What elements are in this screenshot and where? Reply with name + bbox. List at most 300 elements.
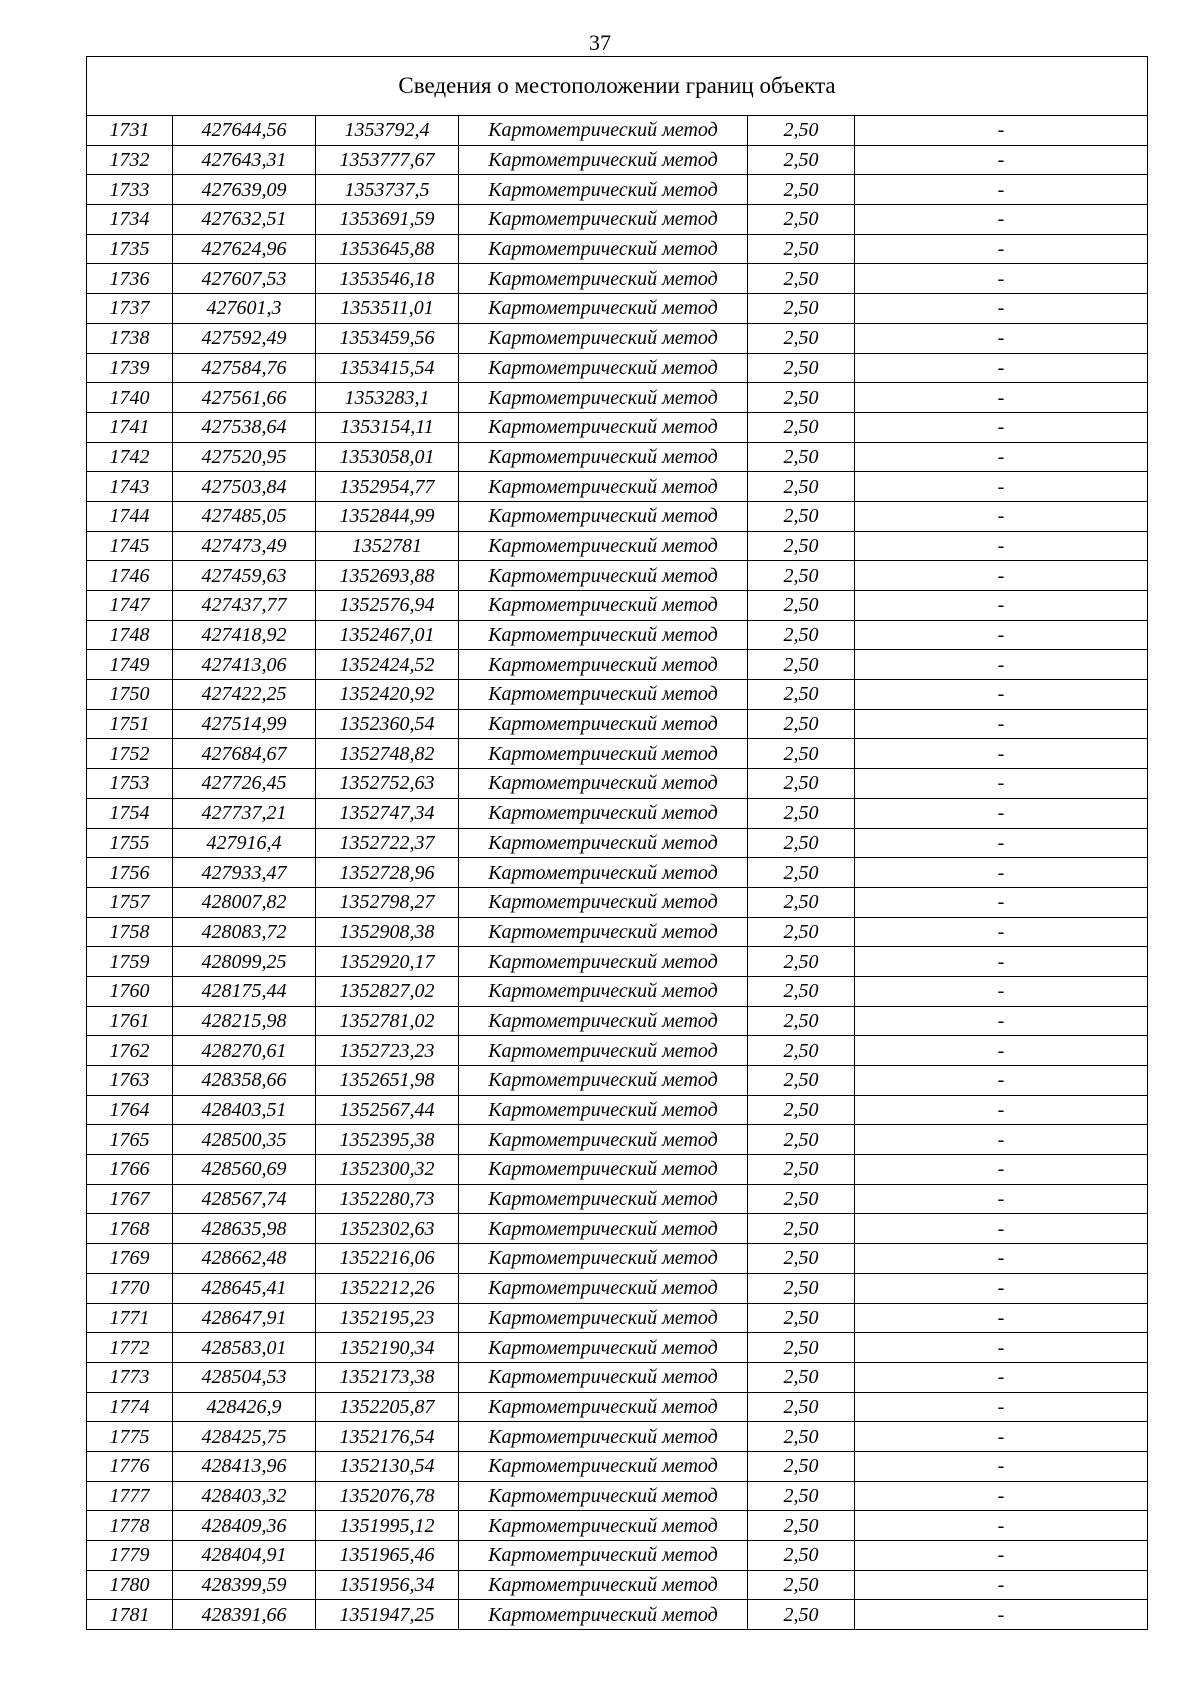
cell-coord-y: 1352920,17 xyxy=(316,947,459,977)
cell-note: - xyxy=(855,798,1148,828)
cell-coord-x: 428083,72 xyxy=(173,917,316,947)
table-row xyxy=(87,650,1148,680)
cell-coord-x: 427413,06 xyxy=(173,650,316,680)
cell-accuracy: 2,50 xyxy=(748,323,855,353)
cell-coord-x: 428403,32 xyxy=(173,1481,316,1511)
table-row xyxy=(87,205,1148,235)
cell-method: Картометрический метод xyxy=(459,145,748,175)
cell-note: - xyxy=(855,1273,1148,1303)
table-row xyxy=(87,323,1148,353)
cell-method: Картометрический метод xyxy=(459,1451,748,1481)
cell-note: - xyxy=(855,947,1148,977)
cell-coord-x: 428391,66 xyxy=(173,1600,316,1630)
table-row xyxy=(87,1066,1148,1096)
cell-point-number: 1735 xyxy=(87,234,173,264)
cell-accuracy: 2,50 xyxy=(748,976,855,1006)
table-title: Сведения о местоположении границ объекта xyxy=(87,57,1148,116)
cell-method: Картометрический метод xyxy=(459,1333,748,1363)
cell-coord-y: 1352420,92 xyxy=(316,680,459,710)
cell-method: Картометрический метод xyxy=(459,501,748,531)
cell-method: Картометрический метод xyxy=(459,591,748,621)
cell-accuracy: 2,50 xyxy=(748,1303,855,1333)
table-row xyxy=(87,1600,1148,1630)
table-row xyxy=(87,1125,1148,1155)
cell-method: Картометрический метод xyxy=(459,116,748,146)
cell-note: - xyxy=(855,1066,1148,1096)
cell-coord-y: 1352467,01 xyxy=(316,620,459,650)
table-row xyxy=(87,1451,1148,1481)
cell-method: Картометрический метод xyxy=(459,1600,748,1630)
cell-coord-y: 1352844,99 xyxy=(316,501,459,531)
cell-accuracy: 2,50 xyxy=(748,1362,855,1392)
cell-accuracy: 2,50 xyxy=(748,1184,855,1214)
cell-note: - xyxy=(855,1570,1148,1600)
cell-accuracy: 2,50 xyxy=(748,620,855,650)
cell-accuracy: 2,50 xyxy=(748,887,855,917)
cell-note: - xyxy=(855,116,1148,146)
cell-note: - xyxy=(855,561,1148,591)
cell-coord-x: 427422,25 xyxy=(173,680,316,710)
cell-note: - xyxy=(855,145,1148,175)
cell-coord-x: 428425,75 xyxy=(173,1422,316,1452)
cell-note: - xyxy=(855,976,1148,1006)
cell-note: - xyxy=(855,828,1148,858)
cell-accuracy: 2,50 xyxy=(748,145,855,175)
cell-point-number: 1775 xyxy=(87,1422,173,1452)
cell-note: - xyxy=(855,472,1148,502)
cell-coord-y: 1352130,54 xyxy=(316,1451,459,1481)
cell-coord-x: 428560,69 xyxy=(173,1155,316,1185)
table-row xyxy=(87,1214,1148,1244)
cell-coord-x: 427643,31 xyxy=(173,145,316,175)
cell-note: - xyxy=(855,412,1148,442)
cell-coord-x: 428403,51 xyxy=(173,1095,316,1125)
cell-coord-x: 428583,01 xyxy=(173,1333,316,1363)
cell-coord-x: 428504,53 xyxy=(173,1362,316,1392)
table-row xyxy=(87,353,1148,383)
cell-method: Картометрический метод xyxy=(459,680,748,710)
cell-accuracy: 2,50 xyxy=(748,294,855,324)
cell-coord-x: 427473,49 xyxy=(173,531,316,561)
table-row xyxy=(87,1095,1148,1125)
cell-method: Картометрический метод xyxy=(459,412,748,442)
cell-coord-y: 1352728,96 xyxy=(316,858,459,888)
table-row xyxy=(87,858,1148,888)
cell-accuracy: 2,50 xyxy=(748,501,855,531)
cell-point-number: 1778 xyxy=(87,1511,173,1541)
cell-coord-x: 427538,64 xyxy=(173,412,316,442)
cell-point-number: 1772 xyxy=(87,1333,173,1363)
cell-point-number: 1759 xyxy=(87,947,173,977)
cell-method: Картометрический метод xyxy=(459,1006,748,1036)
cell-note: - xyxy=(855,709,1148,739)
cell-method: Картометрический метод xyxy=(459,976,748,1006)
cell-accuracy: 2,50 xyxy=(748,1451,855,1481)
cell-coord-x: 428175,44 xyxy=(173,976,316,1006)
cell-accuracy: 2,50 xyxy=(748,828,855,858)
cell-point-number: 1781 xyxy=(87,1600,173,1630)
cell-accuracy: 2,50 xyxy=(748,1541,855,1571)
cell-coord-x: 428647,91 xyxy=(173,1303,316,1333)
cell-note: - xyxy=(855,1125,1148,1155)
cell-method: Картометрический метод xyxy=(459,769,748,799)
cell-coord-y: 1352190,34 xyxy=(316,1333,459,1363)
cell-note: - xyxy=(855,620,1148,650)
cell-coord-y: 1352205,87 xyxy=(316,1392,459,1422)
cell-note: - xyxy=(855,323,1148,353)
cell-coord-y: 1353511,01 xyxy=(316,294,459,324)
cell-coord-x: 428645,41 xyxy=(173,1273,316,1303)
cell-note: - xyxy=(855,294,1148,324)
cell-method: Картометрический метод xyxy=(459,531,748,561)
cell-accuracy: 2,50 xyxy=(748,680,855,710)
cell-accuracy: 2,50 xyxy=(748,798,855,828)
cell-accuracy: 2,50 xyxy=(748,739,855,769)
table-row xyxy=(87,828,1148,858)
cell-accuracy: 2,50 xyxy=(748,1214,855,1244)
cell-note: - xyxy=(855,234,1148,264)
cell-coord-x: 428662,48 xyxy=(173,1244,316,1274)
cell-coord-y: 1353546,18 xyxy=(316,264,459,294)
table-row xyxy=(87,709,1148,739)
cell-coord-y: 1351995,12 xyxy=(316,1511,459,1541)
table-row xyxy=(87,1006,1148,1036)
cell-method: Картометрический метод xyxy=(459,1155,748,1185)
cell-coord-x: 427916,4 xyxy=(173,828,316,858)
cell-method: Картометрический метод xyxy=(459,650,748,680)
cell-note: - xyxy=(855,1392,1148,1422)
cell-coord-y: 1352651,98 xyxy=(316,1066,459,1096)
cell-method: Картометрический метод xyxy=(459,1481,748,1511)
cell-point-number: 1740 xyxy=(87,383,173,413)
cell-coord-x: 428358,66 xyxy=(173,1066,316,1096)
cell-coord-y: 1353058,01 xyxy=(316,442,459,472)
cell-coord-y: 1352360,54 xyxy=(316,709,459,739)
cell-coord-y: 1353645,88 xyxy=(316,234,459,264)
cell-coord-x: 427561,66 xyxy=(173,383,316,413)
cell-point-number: 1739 xyxy=(87,353,173,383)
table-row xyxy=(87,591,1148,621)
cell-method: Картометрический метод xyxy=(459,1066,748,1096)
cell-method: Картометрический метод xyxy=(459,353,748,383)
cell-method: Картометрический метод xyxy=(459,1036,748,1066)
cell-point-number: 1777 xyxy=(87,1481,173,1511)
cell-method: Картометрический метод xyxy=(459,323,748,353)
cell-coord-x: 427514,99 xyxy=(173,709,316,739)
cell-method: Картометрический метод xyxy=(459,294,748,324)
cell-point-number: 1780 xyxy=(87,1570,173,1600)
table-row xyxy=(87,1036,1148,1066)
cell-coord-x: 427737,21 xyxy=(173,798,316,828)
table-row xyxy=(87,1392,1148,1422)
table-row xyxy=(87,442,1148,472)
cell-point-number: 1769 xyxy=(87,1244,173,1274)
cell-method: Картометрический метод xyxy=(459,709,748,739)
cell-coord-x: 427601,3 xyxy=(173,294,316,324)
cell-accuracy: 2,50 xyxy=(748,472,855,502)
cell-accuracy: 2,50 xyxy=(748,709,855,739)
cell-coord-y: 1352723,23 xyxy=(316,1036,459,1066)
cell-point-number: 1760 xyxy=(87,976,173,1006)
cell-note: - xyxy=(855,1036,1148,1066)
cell-note: - xyxy=(855,887,1148,917)
cell-coord-x: 428500,35 xyxy=(173,1125,316,1155)
cell-point-number: 1774 xyxy=(87,1392,173,1422)
cell-coord-x: 427485,05 xyxy=(173,501,316,531)
cell-coord-x: 428409,36 xyxy=(173,1511,316,1541)
cell-coord-x: 428567,74 xyxy=(173,1184,316,1214)
cell-point-number: 1742 xyxy=(87,442,173,472)
cell-point-number: 1737 xyxy=(87,294,173,324)
cell-accuracy: 2,50 xyxy=(748,591,855,621)
cell-coord-x: 427503,84 xyxy=(173,472,316,502)
cell-point-number: 1766 xyxy=(87,1155,173,1185)
cell-accuracy: 2,50 xyxy=(748,1600,855,1630)
table-row xyxy=(87,531,1148,561)
table-row xyxy=(87,680,1148,710)
cell-point-number: 1738 xyxy=(87,323,173,353)
cell-note: - xyxy=(855,205,1148,235)
cell-coord-y: 1352212,26 xyxy=(316,1273,459,1303)
cell-coord-x: 427437,77 xyxy=(173,591,316,621)
cell-coord-y: 1352827,02 xyxy=(316,976,459,1006)
cell-point-number: 1736 xyxy=(87,264,173,294)
page-number: 37 xyxy=(589,30,611,55)
table-row xyxy=(87,947,1148,977)
cell-note: - xyxy=(855,383,1148,413)
cell-accuracy: 2,50 xyxy=(748,1095,855,1125)
cell-accuracy: 2,50 xyxy=(748,1392,855,1422)
cell-note: - xyxy=(855,442,1148,472)
cell-coord-x: 427644,56 xyxy=(173,116,316,146)
table-row xyxy=(87,1511,1148,1541)
cell-coord-y: 1352567,44 xyxy=(316,1095,459,1125)
cell-accuracy: 2,50 xyxy=(748,1244,855,1274)
cell-method: Картометрический метод xyxy=(459,887,748,917)
cell-coord-y: 1352300,32 xyxy=(316,1155,459,1185)
cell-method: Картометрический метод xyxy=(459,561,748,591)
cell-note: - xyxy=(855,1155,1148,1185)
table-row xyxy=(87,1570,1148,1600)
cell-note: - xyxy=(855,353,1148,383)
table-row xyxy=(87,769,1148,799)
cell-note: - xyxy=(855,1006,1148,1036)
cell-point-number: 1764 xyxy=(87,1095,173,1125)
cell-accuracy: 2,50 xyxy=(748,175,855,205)
cell-accuracy: 2,50 xyxy=(748,917,855,947)
cell-note: - xyxy=(855,1362,1148,1392)
cell-method: Картометрический метод xyxy=(459,1184,748,1214)
cell-accuracy: 2,50 xyxy=(748,561,855,591)
cell-coord-y: 1352176,54 xyxy=(316,1422,459,1452)
cell-note: - xyxy=(855,1214,1148,1244)
cell-coord-y: 1353792,4 xyxy=(316,116,459,146)
cell-point-number: 1748 xyxy=(87,620,173,650)
cell-point-number: 1755 xyxy=(87,828,173,858)
cell-accuracy: 2,50 xyxy=(748,1273,855,1303)
cell-coord-x: 427592,49 xyxy=(173,323,316,353)
cell-note: - xyxy=(855,1333,1148,1363)
cell-note: - xyxy=(855,1451,1148,1481)
cell-coord-x: 427632,51 xyxy=(173,205,316,235)
cell-coord-y: 1353777,67 xyxy=(316,145,459,175)
cell-note: - xyxy=(855,917,1148,947)
cell-coord-y: 1352747,34 xyxy=(316,798,459,828)
cell-point-number: 1741 xyxy=(87,412,173,442)
cell-note: - xyxy=(855,501,1148,531)
cell-point-number: 1756 xyxy=(87,858,173,888)
cell-coord-y: 1352748,82 xyxy=(316,739,459,769)
cell-method: Картометрический метод xyxy=(459,1273,748,1303)
cell-note: - xyxy=(855,739,1148,769)
cell-coord-y: 1352781,02 xyxy=(316,1006,459,1036)
cell-accuracy: 2,50 xyxy=(748,1333,855,1363)
cell-point-number: 1754 xyxy=(87,798,173,828)
cell-coord-x: 428426,9 xyxy=(173,1392,316,1422)
cell-point-number: 1758 xyxy=(87,917,173,947)
cell-accuracy: 2,50 xyxy=(748,1125,855,1155)
cell-accuracy: 2,50 xyxy=(748,1481,855,1511)
cell-method: Картометрический метод xyxy=(459,1125,748,1155)
table-row xyxy=(87,145,1148,175)
table-row xyxy=(87,917,1148,947)
cell-coord-x: 427639,09 xyxy=(173,175,316,205)
cell-point-number: 1746 xyxy=(87,561,173,591)
table-row xyxy=(87,1333,1148,1363)
cell-note: - xyxy=(855,680,1148,710)
cell-coord-x: 428270,61 xyxy=(173,1036,316,1066)
cell-point-number: 1731 xyxy=(87,116,173,146)
cell-accuracy: 2,50 xyxy=(748,234,855,264)
cell-method: Картометрический метод xyxy=(459,383,748,413)
cell-point-number: 1751 xyxy=(87,709,173,739)
cell-coord-x: 428399,59 xyxy=(173,1570,316,1600)
table-row xyxy=(87,739,1148,769)
table-row xyxy=(87,412,1148,442)
cell-method: Картометрический метод xyxy=(459,1095,748,1125)
cell-point-number: 1770 xyxy=(87,1273,173,1303)
cell-method: Картометрический метод xyxy=(459,1214,748,1244)
cell-method: Картометрический метод xyxy=(459,739,748,769)
cell-coord-x: 427418,92 xyxy=(173,620,316,650)
table-row xyxy=(87,472,1148,502)
table-row xyxy=(87,1273,1148,1303)
cell-point-number: 1744 xyxy=(87,501,173,531)
cell-point-number: 1757 xyxy=(87,887,173,917)
cell-coord-x: 427624,96 xyxy=(173,234,316,264)
cell-accuracy: 2,50 xyxy=(748,1006,855,1036)
cell-note: - xyxy=(855,1541,1148,1571)
cell-method: Картометрический метод xyxy=(459,264,748,294)
table-row xyxy=(87,1362,1148,1392)
table-row xyxy=(87,561,1148,591)
cell-coord-y: 1352954,77 xyxy=(316,472,459,502)
cell-coord-x: 427459,63 xyxy=(173,561,316,591)
table-row xyxy=(87,887,1148,917)
cell-coord-y: 1352424,52 xyxy=(316,650,459,680)
table-row xyxy=(87,620,1148,650)
cell-point-number: 1779 xyxy=(87,1541,173,1571)
cell-accuracy: 2,50 xyxy=(748,264,855,294)
cell-coord-y: 1352798,27 xyxy=(316,887,459,917)
cell-accuracy: 2,50 xyxy=(748,1422,855,1452)
cell-accuracy: 2,50 xyxy=(748,1511,855,1541)
cell-method: Картометрический метод xyxy=(459,1422,748,1452)
cell-coord-x: 428007,82 xyxy=(173,887,316,917)
cell-note: - xyxy=(855,175,1148,205)
cell-note: - xyxy=(855,1481,1148,1511)
cell-accuracy: 2,50 xyxy=(748,412,855,442)
cell-point-number: 1763 xyxy=(87,1066,173,1096)
cell-method: Картометрический метод xyxy=(459,1244,748,1274)
cell-accuracy: 2,50 xyxy=(748,383,855,413)
cell-accuracy: 2,50 xyxy=(748,650,855,680)
cell-note: - xyxy=(855,650,1148,680)
cell-coord-y: 1352722,37 xyxy=(316,828,459,858)
cell-accuracy: 2,50 xyxy=(748,858,855,888)
cell-method: Картометрический метод xyxy=(459,1541,748,1571)
cell-coord-y: 1351956,34 xyxy=(316,1570,459,1600)
cell-point-number: 1743 xyxy=(87,472,173,502)
cell-method: Картометрический метод xyxy=(459,1303,748,1333)
cell-coord-y: 1352302,63 xyxy=(316,1214,459,1244)
cell-coord-y: 1352576,94 xyxy=(316,591,459,621)
table-row xyxy=(87,1303,1148,1333)
cell-coord-y: 1352173,38 xyxy=(316,1362,459,1392)
cell-coord-y: 1353691,59 xyxy=(316,205,459,235)
cell-method: Картометрический метод xyxy=(459,442,748,472)
boundary-table xyxy=(86,56,1148,1630)
cell-coord-x: 427520,95 xyxy=(173,442,316,472)
cell-coord-y: 1352908,38 xyxy=(316,917,459,947)
table-row xyxy=(87,976,1148,1006)
cell-point-number: 1732 xyxy=(87,145,173,175)
cell-coord-y: 1351965,46 xyxy=(316,1541,459,1571)
cell-method: Картометрический метод xyxy=(459,234,748,264)
cell-coord-y: 1353459,56 xyxy=(316,323,459,353)
cell-method: Картометрический метод xyxy=(459,1362,748,1392)
table-row xyxy=(87,798,1148,828)
cell-method: Картометрический метод xyxy=(459,798,748,828)
cell-coord-x: 427607,53 xyxy=(173,264,316,294)
cell-coord-x: 428099,25 xyxy=(173,947,316,977)
cell-method: Картометрический метод xyxy=(459,175,748,205)
cell-coord-y: 1353415,54 xyxy=(316,353,459,383)
cell-point-number: 1776 xyxy=(87,1451,173,1481)
cell-point-number: 1734 xyxy=(87,205,173,235)
cell-coord-y: 1352752,63 xyxy=(316,769,459,799)
cell-coord-y: 1352280,73 xyxy=(316,1184,459,1214)
cell-accuracy: 2,50 xyxy=(748,205,855,235)
cell-point-number: 1747 xyxy=(87,591,173,621)
cell-note: - xyxy=(855,591,1148,621)
cell-coord-y: 1352781 xyxy=(316,531,459,561)
table-row xyxy=(87,116,1148,146)
table-row xyxy=(87,1155,1148,1185)
cell-method: Картометрический метод xyxy=(459,472,748,502)
cell-coord-x: 427684,67 xyxy=(173,739,316,769)
table-row xyxy=(87,1184,1148,1214)
cell-method: Картометрический метод xyxy=(459,858,748,888)
cell-note: - xyxy=(855,1244,1148,1274)
cell-point-number: 1752 xyxy=(87,739,173,769)
cell-coord-x: 428635,98 xyxy=(173,1214,316,1244)
cell-note: - xyxy=(855,264,1148,294)
cell-note: - xyxy=(855,1095,1148,1125)
cell-method: Картометрический метод xyxy=(459,620,748,650)
cell-point-number: 1733 xyxy=(87,175,173,205)
cell-note: - xyxy=(855,769,1148,799)
